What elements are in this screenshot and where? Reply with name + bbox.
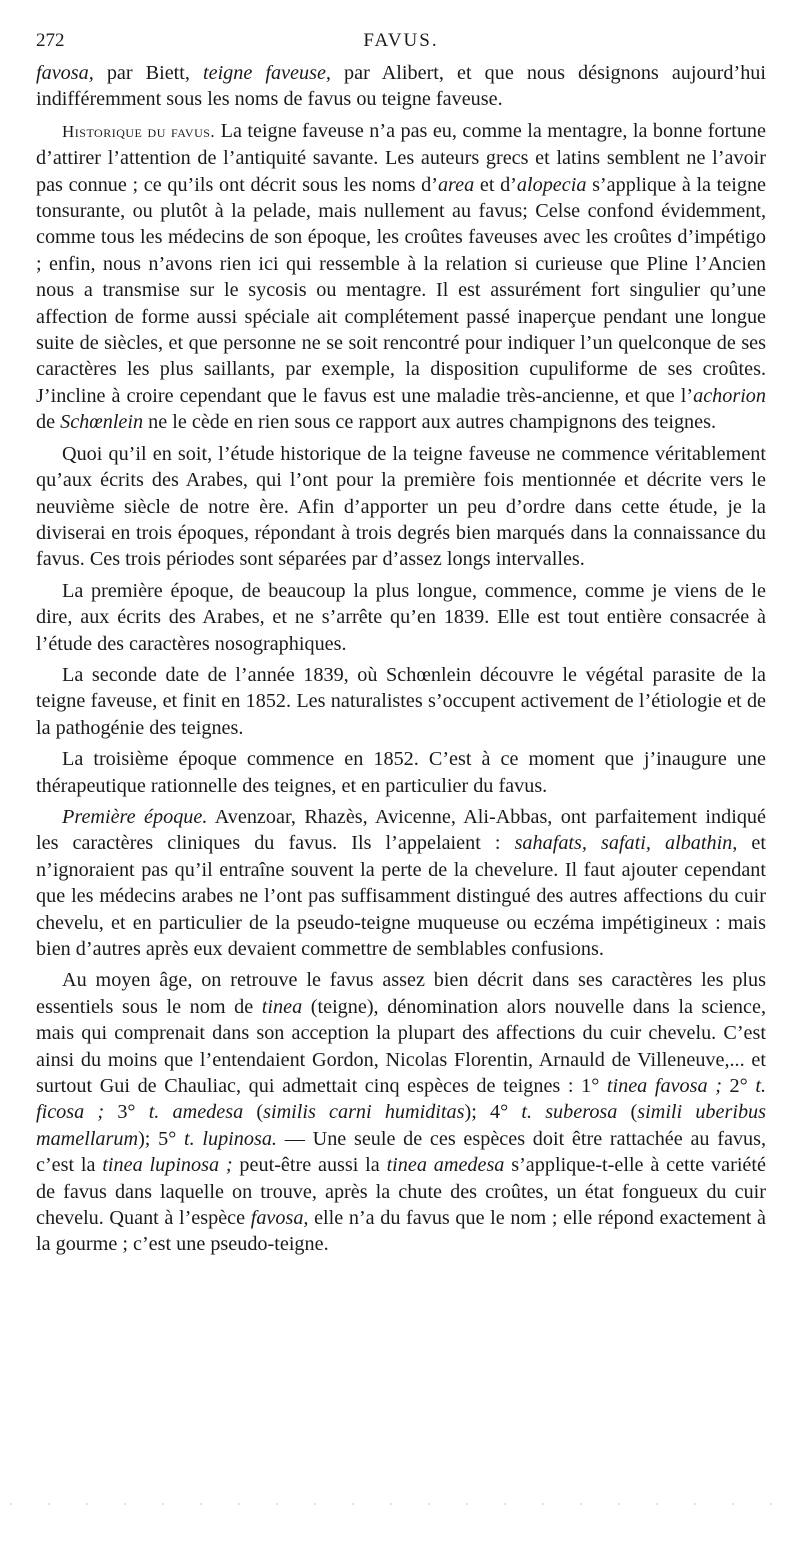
- paragraph-premiere-epoque: [36, 804, 766, 962]
- section-heading: Historique du favus.: [62, 121, 216, 141]
- text-run: de: [36, 411, 61, 434]
- italic-term: simili uberibus mamellarum: [36, 1101, 766, 1150]
- text-run: peut-être aussi la: [232, 1154, 387, 1177]
- paragraph-troisieme: La troisième époque commence en 1852. C’est à ce moment que j’inaugure une thérapeutique rationnelle des teignes, et en particulier du favus.: [36, 748, 766, 797]
- text-run: (: [617, 1101, 638, 1124]
- text-run: ); 4°: [464, 1101, 522, 1124]
- text-run: (: [243, 1101, 264, 1124]
- italic-term: alopecia: [516, 173, 587, 196]
- italic-term: sahafats, safati, albathin,: [514, 832, 738, 855]
- text-run: par Alibert, et que nous désignons aujourd’hui indifféremment sous les noms de favus ou teigne faveuse.: [36, 62, 767, 111]
- paragraph-moyen-age: [36, 967, 766, 1257]
- italic-term: favosa,: [36, 62, 94, 84]
- italic-term: favosa,: [250, 1207, 309, 1230]
- paragraph-seconde: La seconde date de l’année 1839, où Schœnlein découvre le végétal parasite de la teigne faveuse, et finit en 1852. Les naturalistes s’occupent activement de l’étiologie et de la pathogénie des teignes.: [36, 663, 766, 739]
- text-run: s’applique-t-elle à cette variété de favus dans laquelle on trouve, après la chute des croûtes, un état fongueux du cuir chevelu. Quant à l’espèce: [36, 1154, 766, 1230]
- paragraph-historique: [36, 118, 766, 436]
- italic-term: t. lupinosa.: [184, 1127, 277, 1150]
- page-body: [36, 60, 766, 1263]
- text-run: et n’ignoraient pas qu’il entraîne souvent la perte de la chevelure. Il faut ajouter cependant que les médecins arabes ne l’ont pas suffisamment distingué des autres affections du cuir chevelu, et en particulier de la pseudo-teigne muqueuse ou eczéma impétigineux : mais bien d’autres après eux devaient commettre de semblables confusions.: [36, 832, 766, 960]
- text-run: ne le cède en rien sous ce rapport aux autres champignons des teignes.: [143, 411, 716, 434]
- text-run: 3°: [104, 1101, 149, 1124]
- text-run: 2°: [721, 1075, 756, 1098]
- text-run: Au moyen âge, on retrouve le favus assez bien décrit dans ses caractères les plus essentiels sous le nom de: [36, 969, 766, 1018]
- italic-term: t. ficosa ;: [36, 1075, 766, 1124]
- text-run: (teigne), dénomination alors nouvelle dans la science, mais qui comprenait dans son acception la plupart des affections du cuir chevelu. C’est ainsi du moins que l’entendaient Gordon, Nicolas Florentin, Arnauld de Villeneuve,... et surtout Gui de Chauliac, qui admettait cinq espèces de teignes : 1°: [36, 995, 766, 1098]
- italic-term: t. suberosa: [521, 1101, 618, 1124]
- page-header: [36, 30, 766, 56]
- italic-term: tinea: [261, 995, 303, 1018]
- italic-term: tinea amedesa: [386, 1154, 505, 1177]
- paragraph-premiere-epoque-intro: La première époque, de beaucoup la plus longue, commence, comme je viens de le dire, aux écrits des Arabes, et ne s’arrête qu’en 1839. Elle est tout entière consacrée à l’étude des caractères nosographiques.: [36, 579, 766, 655]
- paragraph-continuation: [36, 60, 766, 113]
- italic-term: tinea lupinosa ;: [102, 1154, 233, 1177]
- italic-term: teigne faveuse,: [203, 62, 331, 84]
- page-number: 272: [36, 30, 65, 51]
- text-run: elle n’a du favus que le nom ; elle répond exactement à la gourme ; c’est une pseudo-teigne.: [36, 1207, 766, 1256]
- italic-heading: Première époque.: [62, 805, 208, 828]
- italic-term: tinea favosa ;: [606, 1075, 722, 1098]
- text-run: s’applique à la teigne tonsurante, ou plutôt à la pelade, mais nullement au favus; Celse confond évidemment, comme tous les médecins de son époque, les croûtes faveuses avec les croûtes d’impétigo ; enfin, nous n’avons rien ici qui ressemble à la relation si curieuse que Pline l’Ancien nous a transmise sur le sycosis ou mentagre. Il est assurément fort singulier qu’une affection de forme aussi spéciale ait complétement passé inaperçue pendant une longue suite de siècles, et que personne ne se soit rencontré pour indiquer l’un quelconque de ses caractères les plus saillants, par exemple, la disposition cupuliforme de ses croûtes. J’incline à croire cependant que le favus est une maladie très-ancienne, et que l’: [36, 173, 766, 407]
- paragraph-quoi: Quoi qu’il en soit, l’étude historique de la teigne faveuse ne commence véritablement qu’aux écrits des Arabes, qui l’ont pour la première fois mentionnée et décrite vers le neuvième siècle de notre ère. Afin d’apporter un peu d’ordre dans cette étude, je la diviserai en trois époques, répondant à trois degrés bien marqués dans la connaissance du favus. Ces trois périodes sont séparées par d’assez longs intervalles.: [36, 442, 766, 571]
- text-run: et d’: [474, 173, 517, 196]
- italic-term: area: [437, 173, 475, 196]
- scan-specks: [10, 1503, 790, 1505]
- italic-term: similis carni humiditas: [263, 1101, 465, 1124]
- running-title: FAVUS.: [363, 30, 439, 51]
- italic-term: t. amedesa: [148, 1101, 244, 1124]
- text-run: par Biett,: [93, 62, 203, 84]
- italic-term: Schœnlein: [60, 411, 144, 434]
- italic-term: achorion: [693, 384, 766, 407]
- text-run: ); 5°: [138, 1127, 185, 1150]
- text-run: — Une seule de ces espèces doit être rattachée au favus, c’est la: [36, 1127, 766, 1177]
- text-run: Avenzoar, Rhazès, Avicenne, Ali-Abbas, ont parfaitement indiqué les caractères cliniques du favus. Ils l’appelaient :: [36, 805, 766, 855]
- text-run: La teigne faveuse n’a pas eu, comme la mentagre, la bonne fortune d’attirer l’attention de l’antiquité savante. Les auteurs grecs et latins semblent ne l’avoir pas connue ; ce qu’ils ont décrit sous les noms d’: [36, 119, 766, 196]
